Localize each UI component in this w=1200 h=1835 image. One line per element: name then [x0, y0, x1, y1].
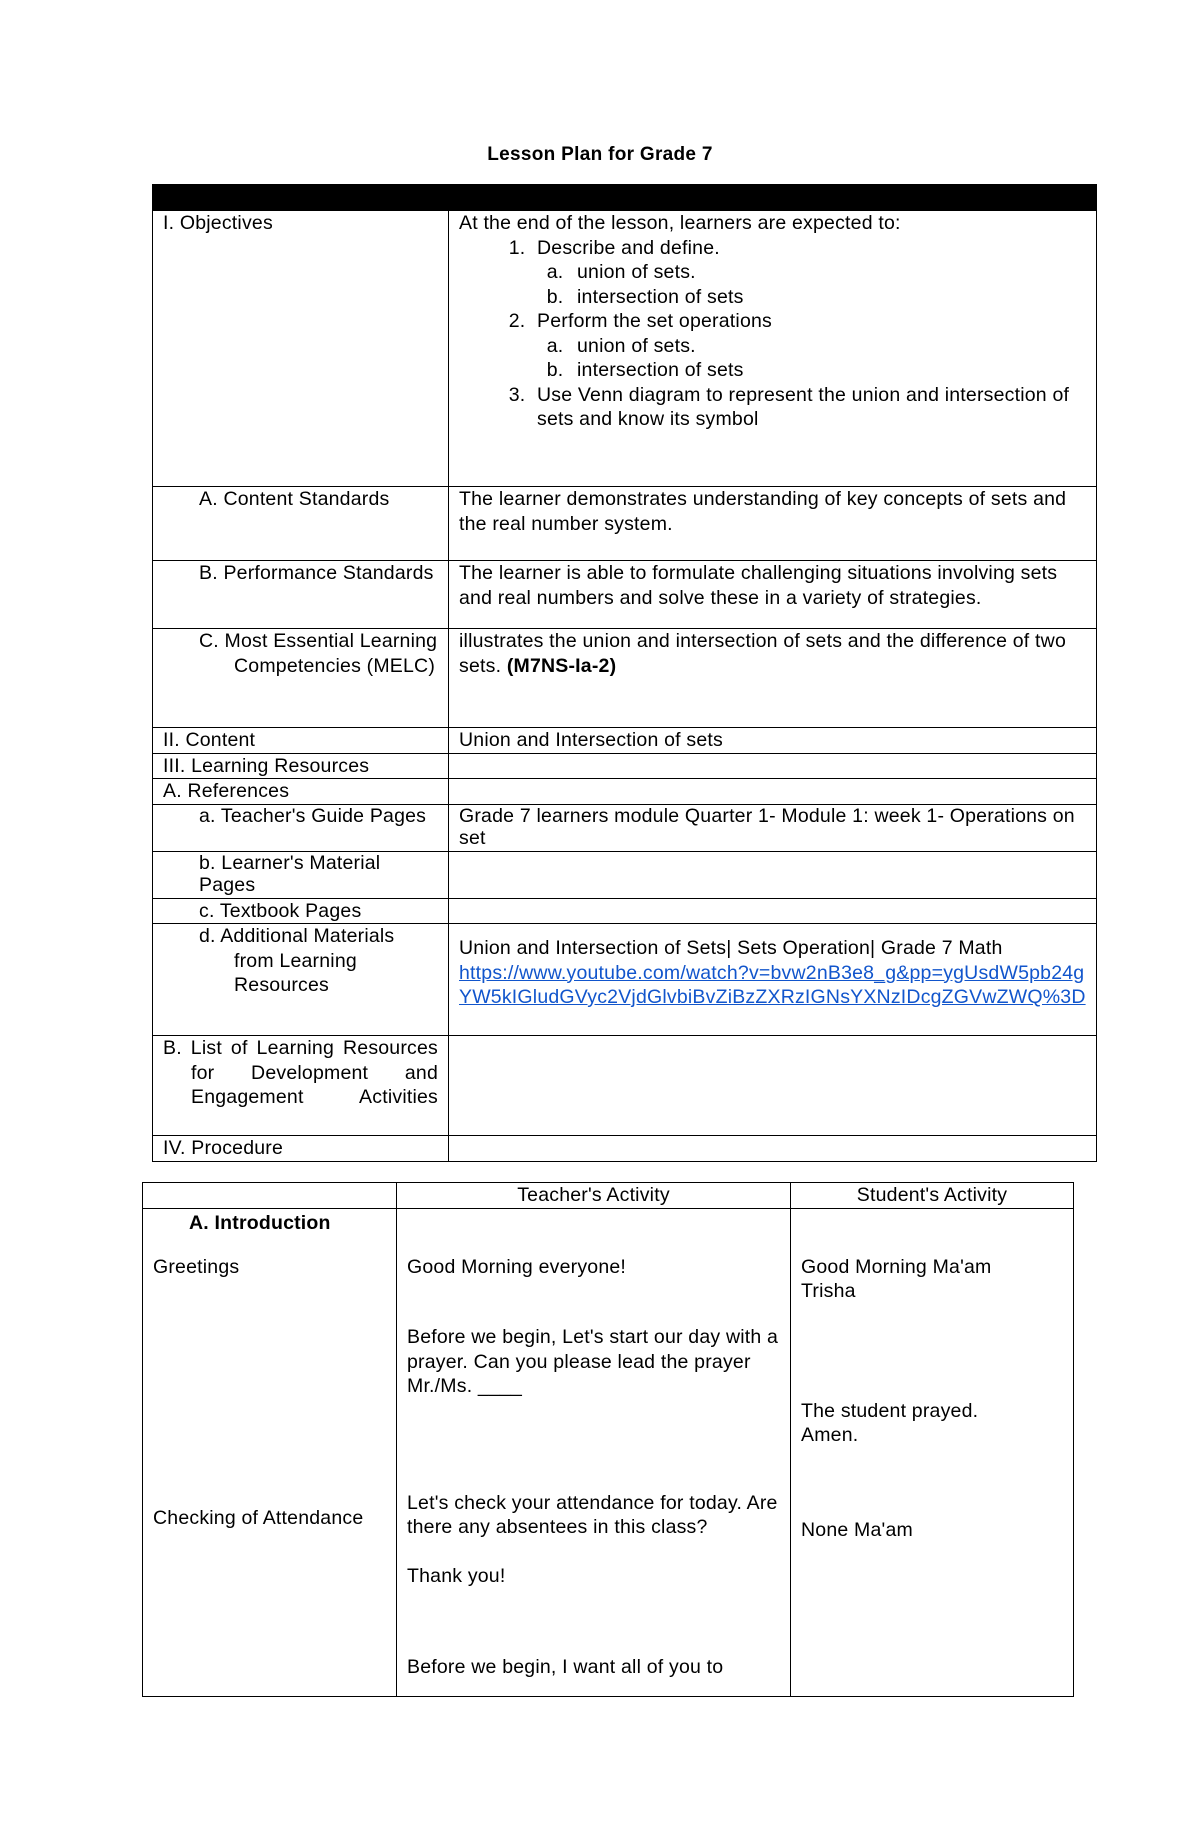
list-resources-label — [153, 1036, 449, 1136]
teacher-thanks: Thank you! — [407, 1564, 506, 1587]
melc-label: C. Most Essential Learning Competencies (MELC) — [153, 629, 449, 728]
greetings-label: Greetings — [153, 1256, 240, 1278]
objective-text: Describe and define. — [537, 236, 720, 259]
student-column — [791, 1208, 1074, 1696]
objectives-row — [153, 211, 1097, 487]
teacher-greeting: Good Morning everyone! — [407, 1255, 627, 1278]
attendance-label: Checking of Attendance — [153, 1506, 364, 1529]
performance-standards-label: B. Performance Standards — [153, 561, 449, 629]
list-resources-row — [153, 1036, 1097, 1136]
sub-list — [537, 334, 1086, 383]
additional-materials-label: d. Additional Materials from Learning Resources — [153, 924, 449, 1036]
list-item: b. intersection of sets — [569, 285, 1086, 310]
melc-text: illustrates the union and intersection of sets and the difference of two sets. — [459, 630, 1066, 677]
learning-resources-label: III. Learning Resources — [153, 753, 449, 779]
additional-materials-title: Union and Intersection of Sets| Sets Operation| Grade 7 Math — [459, 937, 1003, 959]
sub-list — [537, 260, 1086, 309]
list-item — [531, 309, 1086, 383]
objective-text: Perform the set operations — [537, 310, 772, 332]
list-item: b. intersection of sets — [569, 358, 1086, 383]
content-row — [153, 728, 1097, 754]
content-standards-label: A. Content Standards — [153, 487, 449, 561]
procedure-label: IV. Procedure — [153, 1136, 449, 1162]
teacher-prayer: Before we begin, Let's start our day with a prayer. Can you please lead the prayer Mr./Ms. ____ — [407, 1326, 779, 1397]
list-item: a. union of sets. — [569, 334, 1086, 359]
teachers-guide-value: Grade 7 learners module Quarter 1- Module 1: week 1- Operations on set — [449, 804, 1097, 851]
student-activity-header: Student's Activity — [791, 1183, 1074, 1209]
list-item — [531, 236, 1086, 310]
performance-standards-value: The learner is able to formulate challenging situations involving sets and real numbers and solve these in a variety of strategies. — [449, 561, 1097, 629]
list-item: 3. Use Venn diagram to represent the union and intersection of sets and know its symbol — [531, 383, 1086, 432]
teacher-begin: Before we begin, I want all of you to — [407, 1656, 724, 1678]
references-label: A. References — [153, 779, 449, 805]
teacher-column — [397, 1208, 791, 1696]
additional-materials-row — [153, 924, 1097, 1036]
activities-header-row — [143, 1183, 1074, 1209]
objectives-content — [449, 211, 1097, 487]
melc-value — [449, 629, 1097, 728]
performance-standards-row — [153, 561, 1097, 629]
introduction-heading: A. Introduction — [189, 1211, 331, 1234]
list-resources-text: B. List of Learning Resources for Development and Engagement Activities — [163, 1037, 438, 1108]
learners-material-label: b. Learner's Material Pages — [153, 851, 449, 898]
teachers-guide-label: a. Teacher's Guide Pages — [153, 804, 449, 851]
student-prayed: The student prayed. Amen. — [801, 1399, 979, 1446]
table-header-bar — [153, 185, 1097, 211]
activities-table — [142, 1182, 1074, 1697]
learners-material-row — [153, 851, 1097, 898]
student-attendance: None Ma'am — [801, 1518, 913, 1541]
learning-resources-row — [153, 753, 1097, 779]
objectives-list — [459, 236, 1086, 432]
phase-column — [143, 1208, 397, 1696]
page-title: Lesson Plan for Grade 7 — [487, 144, 713, 165]
procedure-row — [153, 1136, 1097, 1162]
teacher-activity-header: Teacher's Activity — [397, 1183, 791, 1209]
additional-materials-value — [449, 924, 1097, 1036]
content-standards-row — [153, 487, 1097, 561]
objectives-label: I. Objectives — [153, 211, 449, 487]
textbook-row — [153, 898, 1097, 924]
lesson-plan-table — [152, 184, 1097, 1162]
melc-code: (M7NS-Ia-2) — [506, 654, 617, 677]
introduction-row — [143, 1208, 1074, 1696]
youtube-link[interactable]: https://www.youtube.com/watch?v=bvw2nB3e8_g&pp=ygUsdW5pb24gYW5kIGludGVyc2VjdGlvbiBvZiBzZXRzIGNsYXNzIDcgZGVwZWQ%3D — [459, 961, 1086, 1008]
content-standards-value: The learner demonstrates understanding of key concepts of sets and the real number system. — [449, 487, 1097, 561]
references-row — [153, 779, 1097, 805]
textbook-label: c. Textbook Pages — [153, 898, 449, 924]
student-greeting: Good Morning Ma'am Trisha — [801, 1255, 992, 1302]
teachers-guide-row — [153, 804, 1097, 851]
list-item: a. union of sets. — [569, 260, 1086, 285]
content-label: II. Content — [153, 728, 449, 754]
objectives-intro: At the end of the lesson, learners are expected to: — [459, 212, 901, 234]
teacher-attendance: Let's check your attendance for today. Are there any absentees in this class? — [407, 1491, 778, 1538]
content-value: Union and Intersection of sets — [449, 728, 1097, 754]
melc-row — [153, 629, 1097, 728]
